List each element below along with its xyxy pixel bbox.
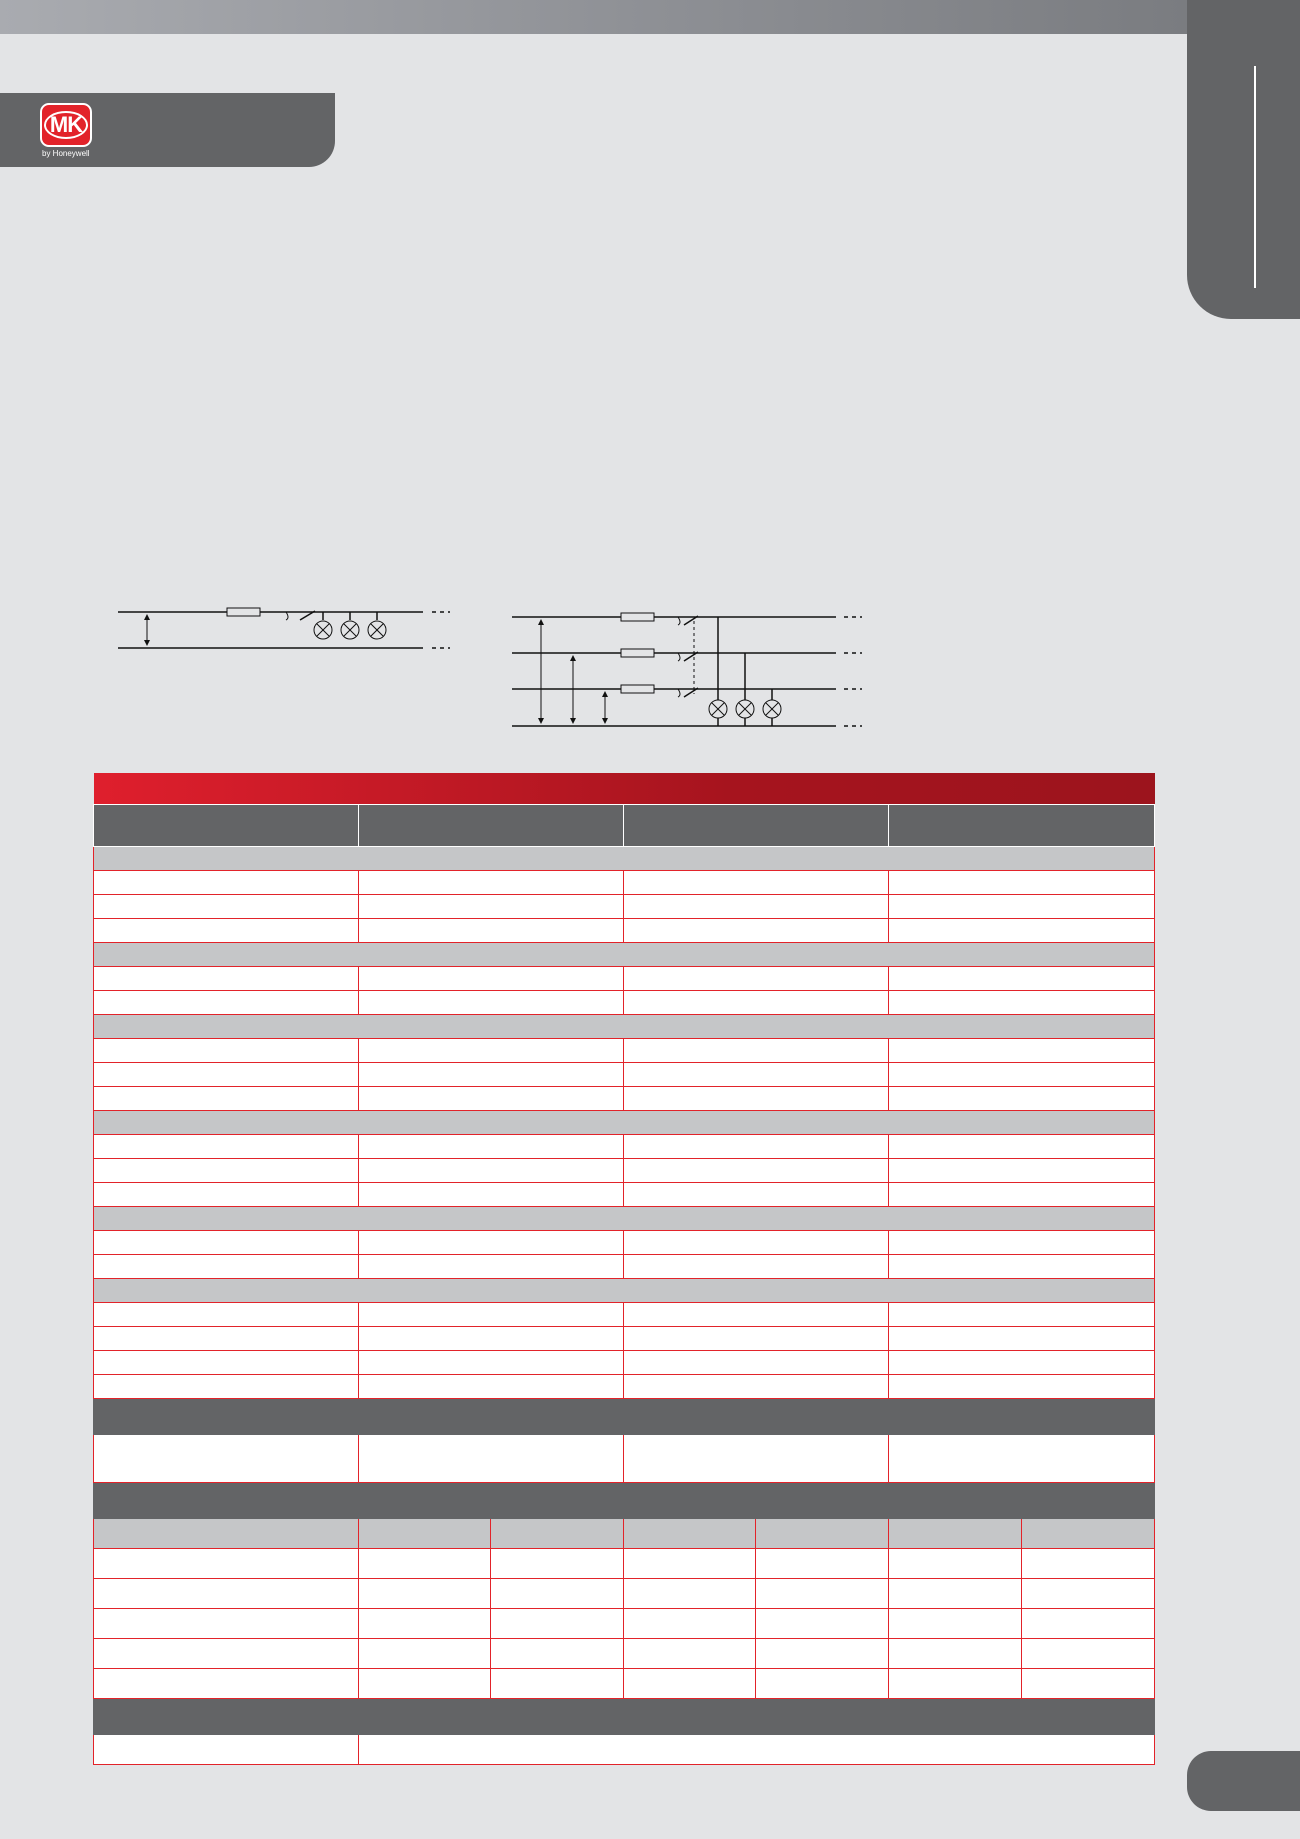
table-row: [94, 1669, 1155, 1699]
table-row: [94, 1063, 1155, 1087]
group-row: [94, 1111, 1155, 1135]
mk-logo: [40, 103, 92, 147]
section-header: [94, 1699, 1155, 1735]
sub-header-row: [94, 1519, 1155, 1549]
fuse-icon: [621, 613, 654, 621]
table-row: [94, 967, 1155, 991]
mk-logo-text: MK: [44, 111, 88, 139]
logo-banner: [0, 93, 335, 167]
spec-table: [93, 773, 1155, 1765]
table-row: [94, 1435, 1155, 1483]
fuse-icon: [621, 685, 654, 693]
fuse-icon: [621, 649, 654, 657]
table-header: [94, 805, 1155, 847]
group-row: [94, 1279, 1155, 1303]
table-row: [94, 1135, 1155, 1159]
table-row: [94, 1375, 1155, 1399]
table-row: [94, 1327, 1155, 1351]
table-row: [94, 991, 1155, 1015]
fuse-icon: [227, 608, 260, 616]
table-row: [94, 1183, 1155, 1207]
section-header: [94, 1483, 1155, 1519]
side-tab: [1187, 0, 1300, 319]
group-row: [94, 943, 1155, 967]
table-row: [94, 1255, 1155, 1279]
table-row: [94, 1351, 1155, 1375]
top-bar: [0, 0, 1300, 34]
group-row: [94, 1015, 1155, 1039]
group-row: [94, 1207, 1155, 1231]
logo-tagline: by Honeywell: [42, 149, 90, 158]
group-row: [94, 847, 1155, 871]
section-header: [94, 1399, 1155, 1435]
table-row: [94, 919, 1155, 943]
table-row: [94, 1579, 1155, 1609]
three-phase-diagram: [506, 606, 868, 730]
table-row: [94, 1039, 1155, 1063]
side-tab-divider: [1254, 66, 1256, 288]
table-row: [94, 1609, 1155, 1639]
table-row: [94, 871, 1155, 895]
table-row: [94, 1549, 1155, 1579]
single-phase-diagram: [110, 598, 460, 654]
table-row: [94, 895, 1155, 919]
table-row: [94, 1231, 1155, 1255]
table-row: [94, 1735, 1155, 1765]
table-row: [94, 1087, 1155, 1111]
table-row: [94, 1639, 1155, 1669]
page-number-tab: [1187, 1751, 1300, 1811]
table-row: [94, 1159, 1155, 1183]
table-row: [94, 1303, 1155, 1327]
table-title-bar: [94, 773, 1155, 805]
